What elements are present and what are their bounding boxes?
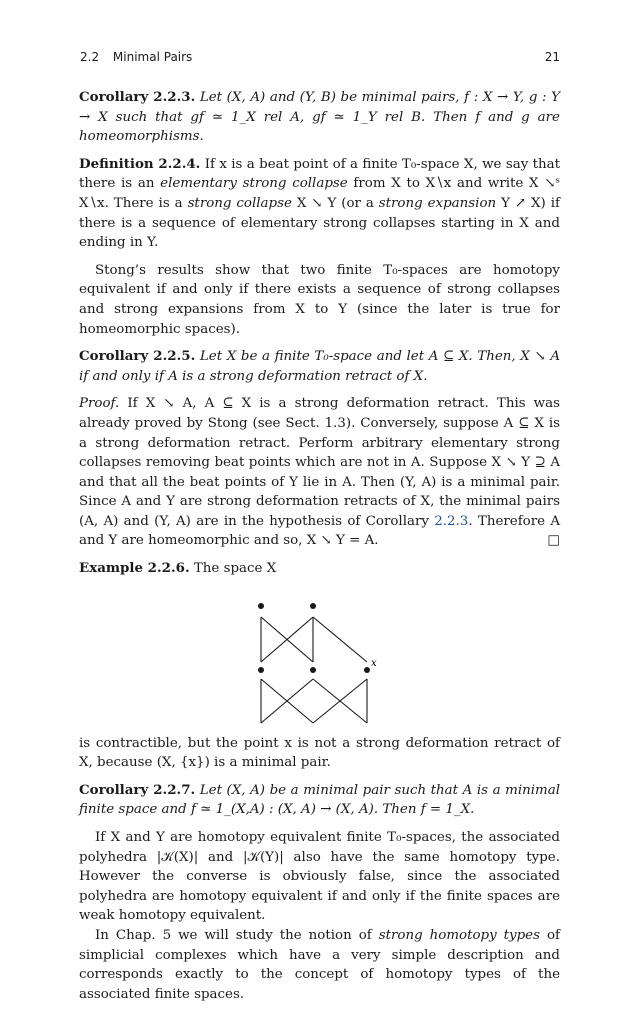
corollary-reference-link[interactable]: 2.2.3 xyxy=(434,513,469,529)
page-body xyxy=(79,88,560,1012)
block-text: In Chap. 5 we will study the notion of xyxy=(95,928,372,943)
block-text: is contractible, but the point x is not a strong deformation retract of X, because (X, {x}) is a minimal pair. xyxy=(79,735,560,771)
block-text: If X and Y are homotopy equivalent finite T₀-spaces, the associated polyhedra |𝒦(X)| and |𝒦(Y)| also have the same homotopy type. However the converse is obviously false, since the associated polyhedra are homotopy equivalent if and only if the finite spaces are weak homotopy equivalent. xyxy=(79,830,560,924)
emphasis: strong expansion xyxy=(378,195,497,211)
block-label: Example 2.2.6. xyxy=(79,560,190,577)
paragraph-contractible xyxy=(79,734,560,773)
qed-symbol: □ xyxy=(547,533,560,549)
point xyxy=(310,667,316,673)
block-label: Definition 2.2.4. xyxy=(79,155,201,172)
point-x-label: x xyxy=(371,657,377,669)
point xyxy=(310,603,316,609)
block-text: Stong’s results show that two finite T₀-spaces are homotopy equivalent if and only if there exists a sequence of strong collapses and strong expansions from X to Y (since the later is true for homeomorphic spaces). xyxy=(79,262,560,337)
point xyxy=(258,667,264,673)
section-title: Minimal Pairs xyxy=(112,50,193,64)
block-text: of simplicial complexes which have a very simple description and corresponds exactly to the concept of homotopy types of the associated finite spaces. xyxy=(79,928,560,1002)
point xyxy=(258,603,264,609)
running-header xyxy=(80,50,560,68)
emphasis: strong homotopy types xyxy=(378,928,540,943)
emphasis: elementary strong collapse xyxy=(160,176,348,192)
corollary-2-2-7 xyxy=(79,781,560,820)
section-number: 2.2 xyxy=(80,50,100,64)
paragraph-stong xyxy=(79,261,560,339)
paragraph-chap5 xyxy=(79,926,560,1004)
block-text: Let (X, A) and (Y, B) be minimal pairs, f : X → Y, g : Y → X such that gf ≃ 1_X rel A, gf ≃ 1_Y rel B. Then f and g are homeomorphisms. xyxy=(79,90,560,145)
paragraph-polyhedra xyxy=(79,828,560,926)
corollary-2-2-3 xyxy=(79,88,560,147)
block-text: If X ↘ A, A ⊆ X is a strong deformation retract. This was already proved by Stong (see Sect. 1.3). Conversely, suppose A ⊆ X is a strong deformation retract. Perform arbitrary elementary strong collapses removing beat points which are not in A. Suppose X ↘ Y ⊇ A and that all the beat points of Y lie in A. Then (Y, A) is a minimal pair. Since A and Y are strong deformation retracts of X, the minimal pairs (A, A) and (Y, A) are in the hypothesis of Corollary xyxy=(79,396,561,529)
block-label: Corollary 2.2.3. xyxy=(79,89,196,105)
hasse-diagram xyxy=(79,583,560,728)
corollary-2-2-5 xyxy=(79,347,560,386)
point-x xyxy=(364,667,370,673)
block-text: Y ↗ X) if there is a sequence of elementary strong collapses starting in X and ending in Y. xyxy=(79,195,560,251)
proof xyxy=(79,394,560,551)
page-number: 21 xyxy=(544,50,560,64)
emphasis: strong collapse xyxy=(187,195,292,211)
edge xyxy=(313,617,367,662)
block-text: X ↘ Y (or a xyxy=(296,195,374,211)
example-2-2-6 xyxy=(79,559,560,579)
block-label: Corollary 2.2.7. xyxy=(79,781,196,798)
block-label: Proof. xyxy=(79,396,120,412)
block-text: . Therefore A and Y are homeomorphic and so, X ↘ Y = A. xyxy=(79,513,561,549)
block-label: Corollary 2.2.5. xyxy=(79,348,196,365)
block-text: from X to X∖x and write X ↘ˢ X∖x. There is a xyxy=(79,176,560,211)
definition-2-2-4 xyxy=(79,155,560,253)
block-text: If x is a beat point of a finite T₀-space X, we say that there is an xyxy=(79,156,560,192)
hasse-diagram-svg xyxy=(79,583,560,728)
block-text: Let (X, A) be a minimal pair such that A is a minimal finite space and f ≃ 1_(X,A) : (X, A) → (X, A). Then f = 1_X. xyxy=(79,782,560,818)
block-text: The space X xyxy=(193,561,277,577)
block-text: Let X be a finite T₀-space and let A ⊆ X. Then, X ↘ A if and only if A is a strong deformation retract of X. xyxy=(79,349,560,384)
